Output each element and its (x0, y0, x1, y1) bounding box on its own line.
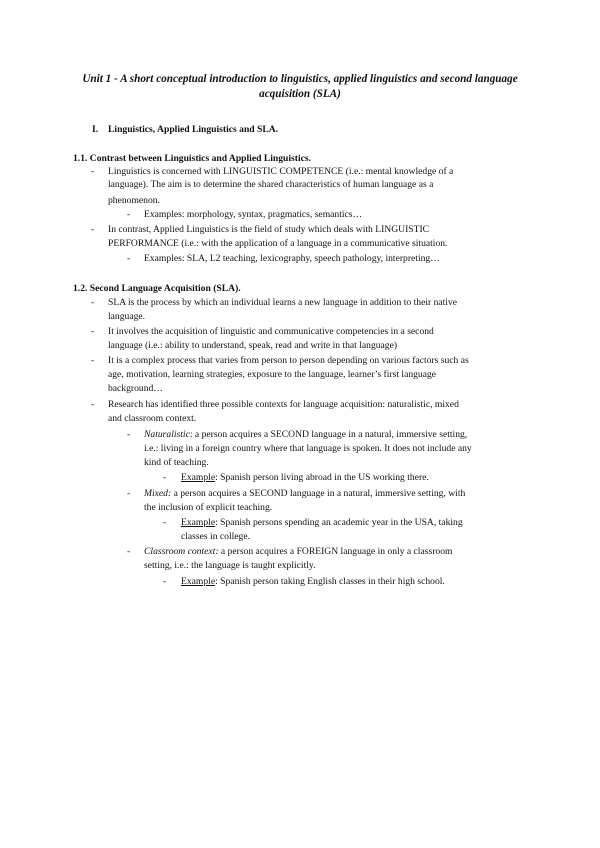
example-label: Example (181, 576, 216, 587)
bullet-text: SLA is the process by which an individual learns a new language in addition to their native (108, 297, 458, 308)
context-term: Mixed: (144, 488, 172, 499)
list-dash: - (91, 399, 95, 410)
example-naturalistic (181, 472, 429, 484)
bullet-text: phenomenon. (108, 195, 160, 206)
list-dash: - (127, 429, 131, 440)
title-line-2 (80, 87, 520, 102)
context-text: i.e.: living in a foreign country where that language is spoken. It does not include any (144, 443, 472, 454)
list-dash: - (127, 488, 131, 499)
bullet-text: In contrast, Applied Linguistics is the field of study which deals with LINGUISTIC (108, 224, 430, 235)
bullet-text: language (i.e.: ability to understand, speak, read and write in that language) (108, 340, 398, 351)
title-abbreviation: SLA (316, 88, 338, 100)
section-heading: Linguistics, Applied Linguistics and SLA. (108, 124, 279, 135)
bullet-text: background… (108, 383, 163, 394)
example-text: : Spanish person taking English classes in their high school. (215, 576, 445, 587)
bullet-text: Research has identified three possible contexts for language acquisition: naturalistic, mixed (108, 399, 459, 410)
example-classroom (181, 576, 445, 588)
list-dash: - (163, 576, 167, 587)
context-text: the inclusion of explicit teaching. (144, 502, 273, 513)
list-dash: - (163, 517, 167, 528)
context-text: kind of teaching. (144, 457, 209, 468)
context-text: : a person acquires a SECOND language in a natural, immersive setting, (189, 429, 468, 440)
bullet-text: It is a complex process that varies from person to person depending on various factors such as (108, 355, 469, 366)
context-text: setting, i.e.: the language is taught explicitly. (144, 560, 316, 571)
context-text: a person acquires a SECOND language in a natural, immersive setting, with (171, 488, 466, 499)
context-naturalistic (144, 429, 467, 441)
title-line-1: Unit 1 - A short conceptual introduction to linguistics, applied linguistics and second language (82, 73, 518, 85)
list-dash: - (91, 166, 95, 177)
list-dash: - (91, 297, 95, 308)
list-dash: - (163, 472, 167, 483)
example-text: : Spanish person living abroad in the US working there. (215, 472, 429, 483)
example-text: : Spanish persons spending an academic year in the USA, taking (215, 517, 463, 528)
subsection-heading-1-2: 1.2. Second Language Acquisition (SLA). (73, 283, 241, 294)
example-text: classes in college. (181, 531, 250, 542)
context-mixed (144, 488, 465, 500)
document-title (80, 72, 520, 102)
bullet-text: language. (108, 311, 146, 322)
bullet-text: Linguistics is concerned with LINGUISTIC COMPETENCE (i.e.: mental knowledge of a (108, 166, 454, 177)
context-text: a person acquires a FOREIGN language in only a classroom (218, 546, 453, 557)
sub-bullet-text: Examples: morphology, syntax, pragmatics, semantics… (144, 209, 363, 220)
title-text: acquisition ( (259, 88, 317, 100)
list-dash: - (91, 224, 95, 235)
list-dash: - (127, 546, 131, 557)
bullet-text: PERFORMANCE (i.e.: with the application of a language in a communicative situation. (108, 238, 448, 249)
bullet-text: It involves the acquisition of linguistic and communicative competencies in a second (108, 326, 434, 337)
list-dash: - (91, 326, 95, 337)
list-dash: - (127, 253, 131, 264)
bullet-text: language). The aim is to determine the shared characteristics of human language as a (108, 179, 434, 190)
context-term: Naturalistic (144, 429, 190, 440)
subsection-heading-1-1: 1.1. Contrast between Linguistics and Applied Linguistics. (73, 153, 312, 164)
context-classroom (144, 546, 452, 558)
sub-bullet-text: Examples: SLA, L2 teaching, lexicography, speech pathology, interpreting… (144, 253, 440, 264)
example-label: Example (181, 517, 216, 528)
title-text-end: ) (337, 88, 341, 100)
bullet-text: age, motivation, learning strategies, exposure to the language, learner’s first language (108, 369, 437, 380)
context-term: Classroom context: (144, 546, 219, 557)
list-dash: - (127, 209, 131, 220)
example-label: Example (181, 472, 216, 483)
bullet-text: and classroom context. (108, 413, 197, 424)
list-dash: - (91, 355, 95, 366)
example-mixed (181, 517, 463, 529)
section-number: I. (92, 124, 99, 135)
